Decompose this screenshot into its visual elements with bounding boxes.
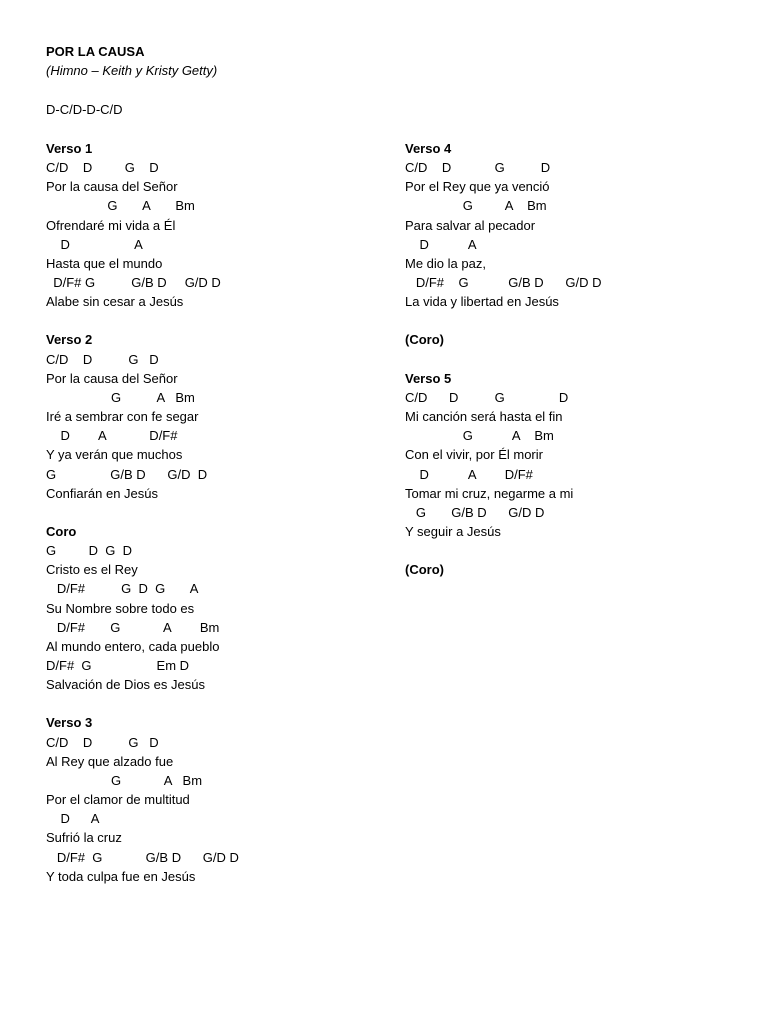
chord-line: D/F# G Em D xyxy=(46,658,190,673)
lyric-line: Mi canción será hasta el fin xyxy=(405,409,563,424)
chord-line: C/D D G D xyxy=(405,160,551,175)
chord-line: C/D D G D xyxy=(405,390,569,405)
lyric-line: Al Rey que alzado fue xyxy=(46,754,174,769)
chord-line: D/F# G D G A xyxy=(46,581,199,596)
chord-line: G A Bm xyxy=(46,773,203,788)
lyric-line: Cristo es el Rey xyxy=(46,562,138,577)
section-heading: (Coro) xyxy=(405,562,444,577)
intro-chords: D-C/D-D-C/D xyxy=(46,102,123,117)
lyric-line: Por el clamor de multitud xyxy=(46,792,190,807)
lyric-line: Con el vivir, por Él morir xyxy=(405,447,543,462)
chord-line: C/D D G D xyxy=(46,352,159,367)
section-heading: Coro xyxy=(46,524,77,539)
lyric-line: Tomar mi cruz, negarme a mi xyxy=(405,486,574,501)
lyric-line: Me dio la paz, xyxy=(405,256,486,271)
lyric-line: Y ya verán que muchos xyxy=(46,447,183,462)
song-title: POR LA CAUSA xyxy=(46,44,145,59)
lyric-line: Ofrendaré mi vida a Él xyxy=(46,218,176,233)
section-heading: Verso 4 xyxy=(405,141,452,156)
chord-line: D/F# G G/B D G/D D xyxy=(46,275,221,290)
lyric-line: Hasta que el mundo xyxy=(46,256,163,271)
lyric-line: Y toda culpa fue en Jesús xyxy=(46,869,196,884)
chord-line: D A D/F# xyxy=(405,467,533,482)
chord-line: D A xyxy=(46,237,143,252)
lyric-line: Por la causa del Señor xyxy=(46,371,178,386)
chord-line: D A xyxy=(46,811,100,826)
lyric-line: Por la causa del Señor xyxy=(46,179,178,194)
lyric-line: La vida y libertad en Jesús xyxy=(405,294,559,309)
song-subtitle: (Himno – Keith y Kristy Getty) xyxy=(46,63,218,78)
lyric-line: Por el Rey que ya venció xyxy=(405,179,550,194)
lyric-line: Y seguir a Jesús xyxy=(405,524,501,539)
lyric-line: Al mundo entero, cada pueblo xyxy=(46,639,220,654)
chord-line: G A Bm xyxy=(46,390,195,405)
section-heading: Verso 2 xyxy=(46,332,93,347)
chord-line: D A xyxy=(405,237,477,252)
chord-line: C/D D G D xyxy=(46,160,159,175)
lyric-line: Sufrió la cruz xyxy=(46,830,122,845)
section-heading: Verso 1 xyxy=(46,141,93,156)
chord-line: D/F# G G/B D G/D D xyxy=(46,850,239,865)
lyric-line: Salvación de Dios es Jesús xyxy=(46,677,205,692)
section-heading: (Coro) xyxy=(405,332,444,347)
section-heading: Verso 3 xyxy=(46,715,93,730)
chord-line: G A Bm xyxy=(46,198,195,213)
lyric-line: Alabe sin cesar a Jesús xyxy=(46,294,184,309)
chord-line: G A Bm xyxy=(405,198,547,213)
chord-line: G D G D xyxy=(46,543,132,558)
chord-line: D/F# G G/B D G/D D xyxy=(405,275,602,290)
chord-line: G A Bm xyxy=(405,428,554,443)
lyric-line: Confiarán en Jesús xyxy=(46,486,159,501)
lyric-line: Su Nombre sobre todo es xyxy=(46,601,195,616)
lyric-line: Para salvar al pecador xyxy=(405,218,536,233)
chord-line: C/D D G D xyxy=(46,735,159,750)
chord-line: G G/B D G/D D xyxy=(46,467,208,482)
section-heading: Verso 5 xyxy=(405,371,452,386)
chord-line: D A D/F# xyxy=(46,428,178,443)
lyric-line: Iré a sembrar con fe segar xyxy=(46,409,199,424)
chord-line: D/F# G A Bm xyxy=(46,620,220,635)
chord-line: G G/B D G/D D xyxy=(405,505,545,520)
